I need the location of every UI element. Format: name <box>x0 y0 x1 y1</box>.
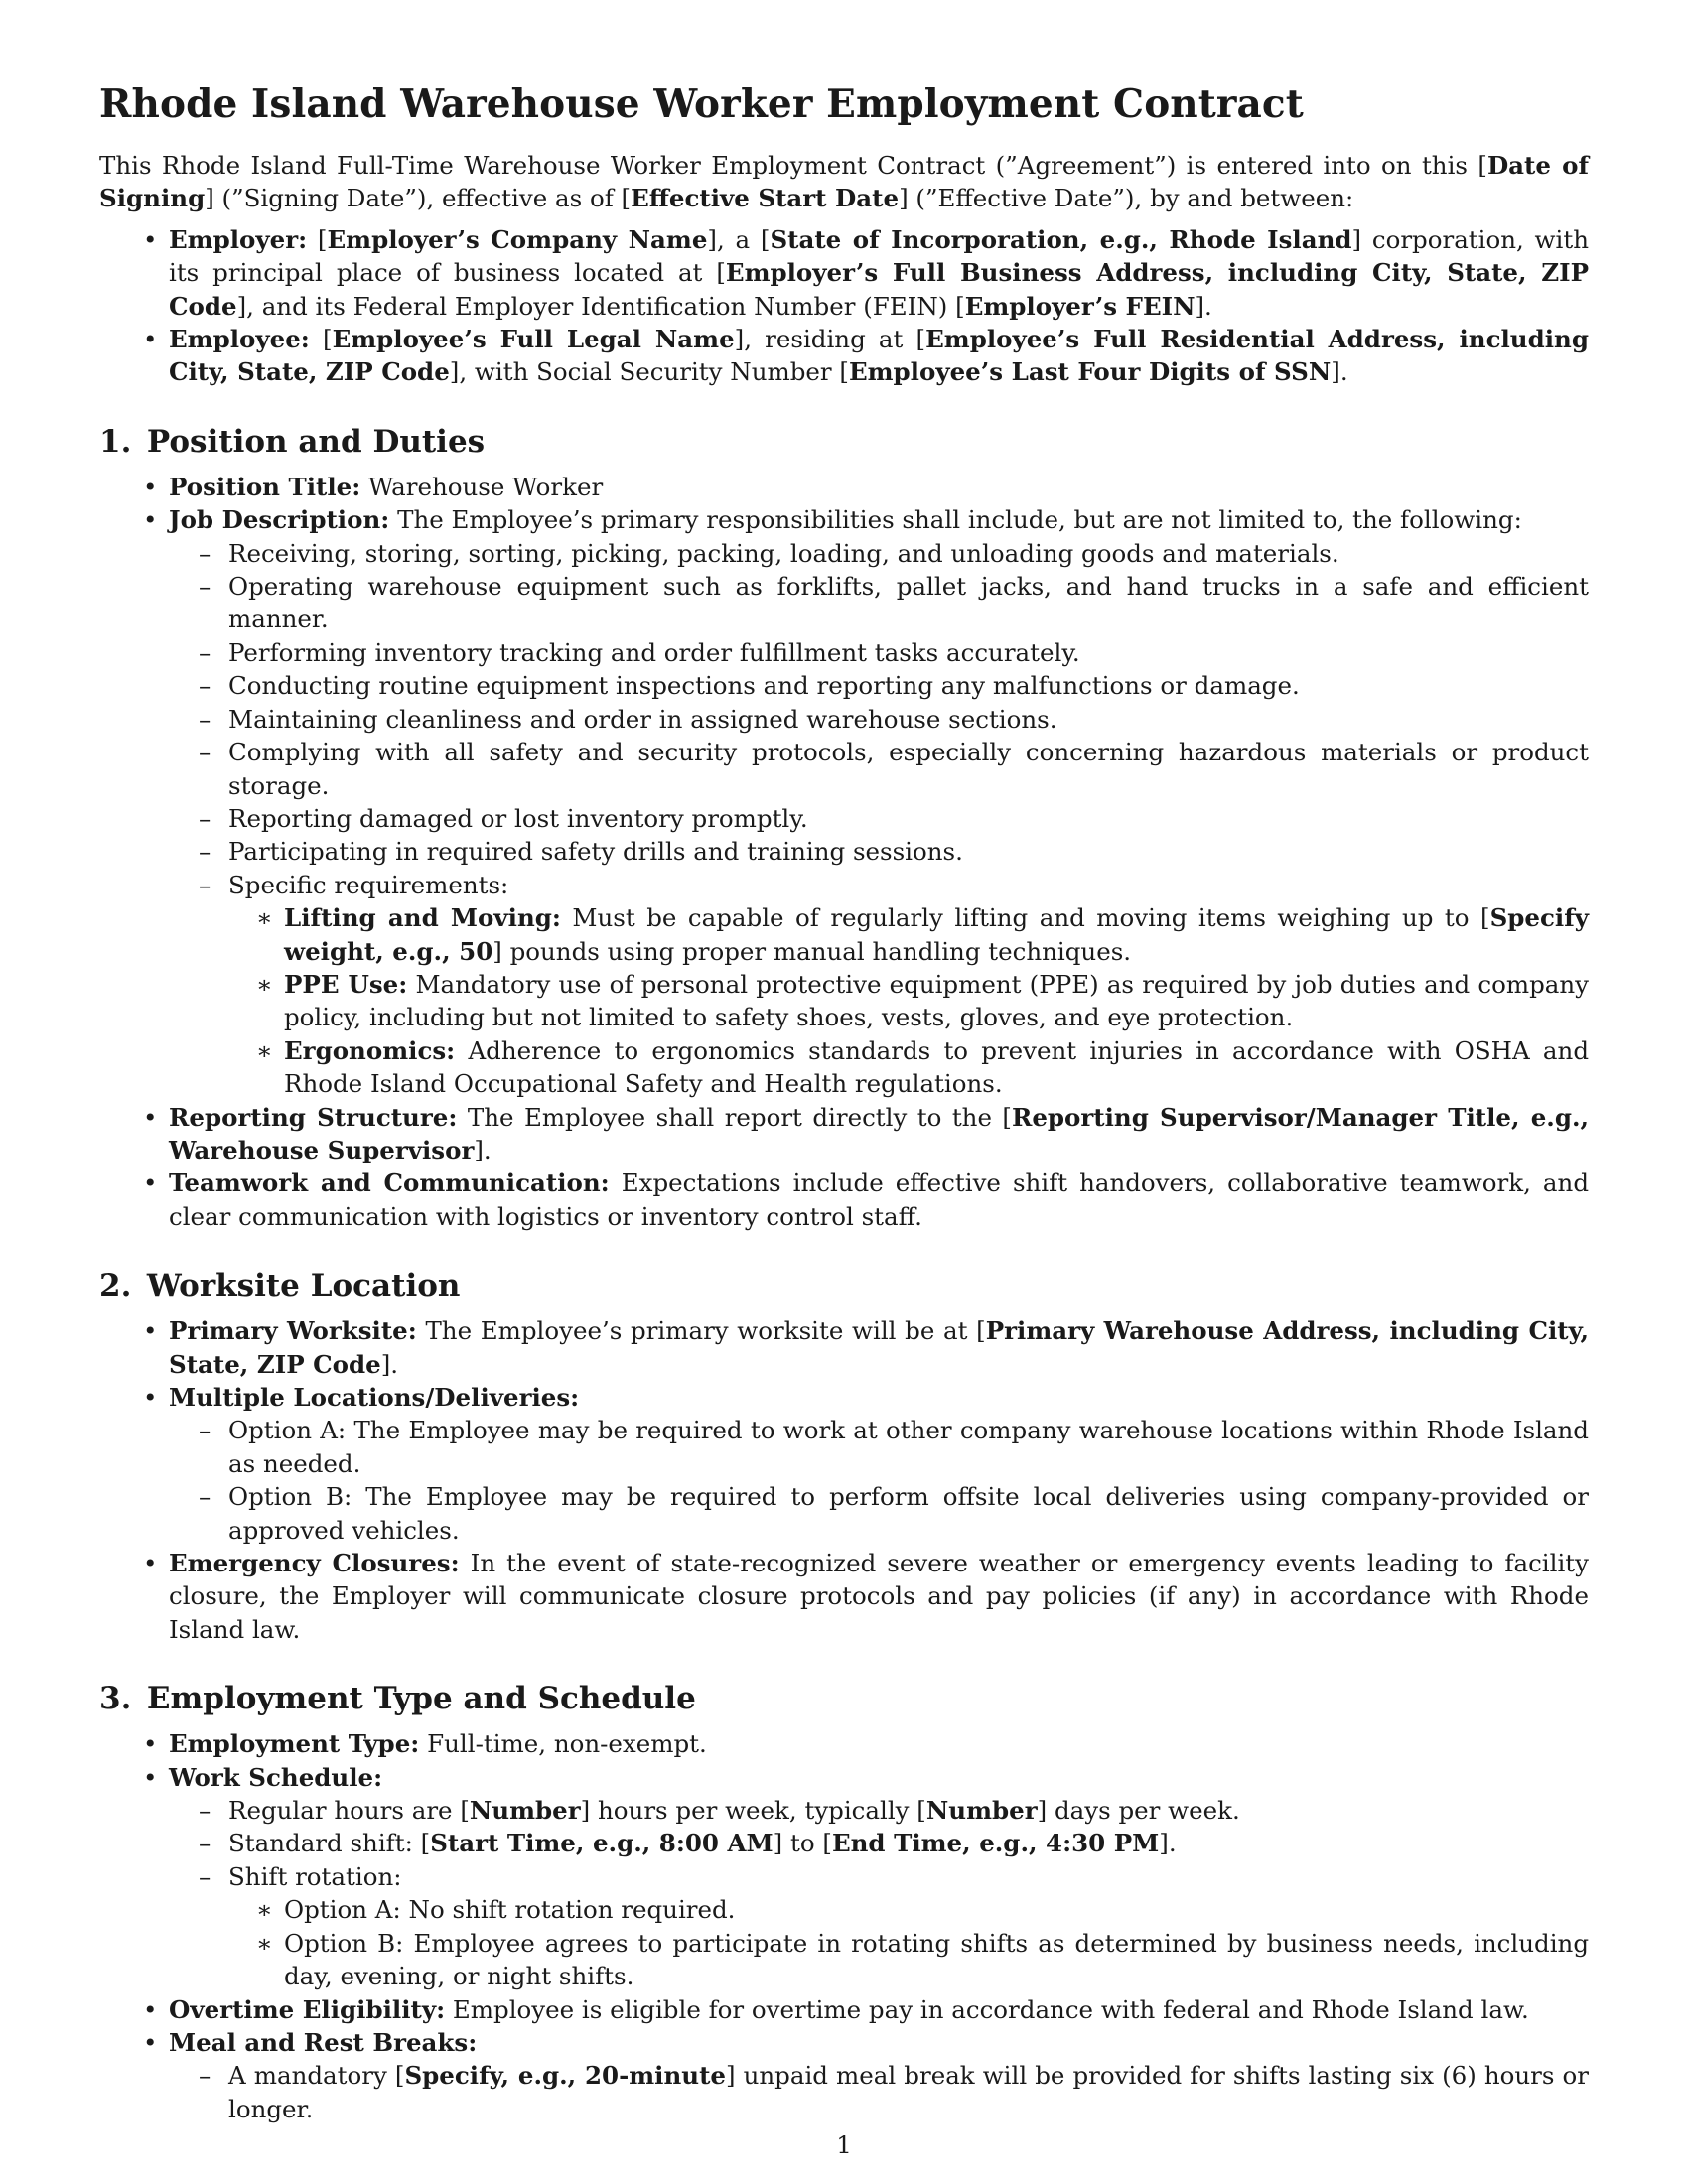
bold-text: Multiple Locations/Deliveries: <box>169 1383 580 1412</box>
text-run: Conducting routine equipment inspections and reporting any malfunctions or damage. <box>228 671 1300 701</box>
bold-text: Employer’s FEIN <box>964 291 1196 321</box>
text-run: This Rhode Island Full-Time Warehouse Worker Employment Contract (”Agreement”) is entered into on this [ <box>99 151 1487 180</box>
nested-list <box>228 901 1589 1100</box>
text-run: Option A: The Employee may be required to work at other company warehouse locations within Rhode Island as needed. <box>228 1416 1589 1478</box>
text-run: Receiving, storing, sorting, picking, packing, loading, and unloading goods and materials. <box>228 538 1339 568</box>
bold-text: Employer’s Full Business Address, including City, State, ZIP Code <box>169 258 1589 321</box>
text-run: Regular hours are [ <box>228 1796 470 1826</box>
text-run: Participating in required safety drills and training sessions. <box>228 837 963 867</box>
bullet-icon: • <box>143 224 158 254</box>
bold-text: Position Title: <box>169 472 361 501</box>
nested-list <box>169 537 1589 1101</box>
bold-text: Employee’s Last Four Digits of SSN <box>848 357 1332 387</box>
section-heading: 1. Position and Duties <box>99 423 486 460</box>
list-item <box>169 1414 1589 1480</box>
bullet-icon: • <box>143 325 158 354</box>
list-item <box>99 1314 1589 1381</box>
text-run: Full-time, non-exempt. <box>419 1729 707 1759</box>
dash-icon: – <box>199 671 211 701</box>
text-run: ], residing at [ <box>734 325 926 354</box>
dash-icon: – <box>199 870 211 899</box>
bold-text: Work Schedule: <box>169 1762 383 1792</box>
section-heading: 2. Worksite Location <box>99 1268 461 1304</box>
text-run: Option B: Employee agrees to participate in rotating shifts as determined by business needs, including day, evening, or night shifts. <box>284 1928 1589 1991</box>
list-item <box>169 636 1589 669</box>
text-run: In the event of state-recognized severe weather or emergency events leading to facility closure, the Employer will communicate closure protocols and pay policies (if any) in accordance with Rhode Island law. <box>169 1549 1589 1644</box>
bold-text: Employee: <box>169 325 310 354</box>
list-item <box>99 471 1589 503</box>
list-item <box>228 1893 1589 1926</box>
dash-icon: – <box>199 738 211 767</box>
bullet-icon: • <box>143 1762 158 1792</box>
dash-icon: – <box>199 2061 211 2091</box>
text-run: Adherence to ergonomics standards to prevent injuries in accordance with OSHA and Rhode Island Occupational Safety and Health regulations. <box>284 1035 1589 1099</box>
bullet-icon: • <box>143 1316 158 1346</box>
bullet-icon: • <box>143 2027 158 2057</box>
text-run: ] days per week. <box>1037 1796 1240 1826</box>
bold-text: Primary Worksite: <box>169 1316 417 1346</box>
bold-text: Primary Warehouse Address, including City, State, ZIP Code <box>169 1316 1589 1379</box>
list-item <box>169 669 1589 702</box>
parties-list <box>99 223 1589 389</box>
text-run: Option A: No shift rotation required. <box>284 1895 736 1925</box>
nested-list <box>169 1794 1589 1992</box>
text-run: ] to [ <box>773 1829 832 1858</box>
section-1 <box>99 423 1589 1233</box>
text-run: Maintaining cleanliness and order in assigned warehouse sections. <box>228 704 1057 734</box>
dash-icon: – <box>199 572 211 602</box>
bold-text: Teamwork and Communication: <box>169 1168 610 1198</box>
list-item <box>228 1034 1589 1101</box>
text-run: ] unpaid meal break will be provided for shifts lasting six (6) hours or longer. <box>228 2061 1589 2123</box>
list-item <box>99 2026 1589 2125</box>
text-run: [ <box>307 224 328 254</box>
list-item <box>99 323 1589 389</box>
bold-text: Lifting and Moving: <box>284 903 561 933</box>
list-item <box>99 1166 1589 1233</box>
section-3 <box>99 1680 1589 2125</box>
list-item <box>169 736 1589 802</box>
list-item <box>99 1761 1589 1993</box>
text-run: ]. <box>474 1135 492 1164</box>
bold-text: Employment Type: <box>169 1729 420 1759</box>
list-item <box>99 1101 1589 1167</box>
bold-text: Number <box>925 1796 1038 1826</box>
text-run: [ <box>309 325 333 354</box>
asterisk-icon: ∗ <box>256 1928 273 1958</box>
nested-list <box>169 2059 1589 2125</box>
bold-text: Employee’s Full Residential Address, including City, State, ZIP Code <box>169 325 1589 387</box>
text-run: The Employee shall report directly to the [ <box>457 1102 1012 1132</box>
list-item <box>99 503 1589 1100</box>
text-run: The Employee’s primary worksite will be at [ <box>416 1316 986 1346</box>
list-item <box>169 869 1589 1101</box>
text-run: Shift rotation: <box>228 1861 402 1891</box>
section-list <box>99 1314 1589 1646</box>
document-title: Rhode Island Warehouse Worker Employment Contract <box>99 81 1304 127</box>
dash-icon: – <box>199 1796 211 1826</box>
bold-text: Start Time, e.g., 8:00 AM <box>430 1829 774 1858</box>
section-2 <box>99 1267 1589 1646</box>
intro-paragraph <box>99 149 1589 215</box>
bold-text: Employer’s Company Name <box>327 224 708 254</box>
text-run: Performing inventory tracking and order fulfillment tasks accurately. <box>228 637 1080 667</box>
bold-text: Emergency Closures: <box>169 1549 460 1578</box>
list-item <box>169 1860 1589 1993</box>
bold-text: Ergonomics: <box>284 1035 456 1065</box>
bold-text: Reporting Structure: <box>169 1102 458 1132</box>
bold-text: Date of Signing <box>99 151 1589 213</box>
dash-icon: – <box>199 1416 211 1445</box>
bold-text: Employer: <box>169 224 308 254</box>
bullet-icon: • <box>143 1168 158 1198</box>
bold-text: Specify weight, e.g., 50 <box>284 903 1589 966</box>
bullet-icon: • <box>143 1729 158 1759</box>
list-item <box>169 1480 1589 1547</box>
dash-icon: – <box>199 1829 211 1858</box>
text-run: ]. <box>1331 357 1348 387</box>
bold-text: Specify, e.g., 20-minute <box>404 2061 726 2091</box>
dash-icon: – <box>199 803 211 833</box>
list-item <box>228 901 1589 968</box>
bold-text: Reporting Supervisor/Manager Title, e.g., Warehouse Supervisor <box>169 1102 1590 1164</box>
section-heading: 3. Employment Type and Schedule <box>99 1681 696 1717</box>
list-item <box>99 1381 1589 1547</box>
text-run: ] (”Signing Date”), effective as of [ <box>205 184 632 213</box>
list-item <box>169 835 1589 868</box>
page-number: 1 <box>836 2130 852 2159</box>
list-item <box>99 223 1589 323</box>
text-run: ], a [ <box>707 224 771 254</box>
dash-icon: – <box>199 637 211 667</box>
asterisk-icon: ∗ <box>256 1895 273 1925</box>
text-run: Expectations include effective shift handovers, collaborative teamwork, and clear communication with logistics or inventory control staff. <box>169 1168 1589 1231</box>
asterisk-icon: ∗ <box>256 969 273 999</box>
bold-text: Number <box>469 1796 581 1826</box>
bold-text: Job Description: <box>169 505 390 535</box>
list-item <box>169 2059 1589 2125</box>
text-run: Must be capable of regularly lifting and moving items weighing up to [ <box>560 903 1490 933</box>
bold-text: Effective Start Date <box>631 184 900 213</box>
dash-icon: – <box>199 1482 211 1512</box>
asterisk-icon: ∗ <box>256 1035 273 1065</box>
bold-text: End Time, e.g., 4:30 PM <box>831 1829 1160 1858</box>
text-run: ] (”Effective Date”), by and between: <box>899 184 1354 213</box>
list-item <box>169 703 1589 736</box>
text-run: The Employee’s primary responsibilities shall include, but are not limited to, the following: <box>389 505 1522 535</box>
text-run: Option B: The Employee may be required to perform offsite local deliveries using company-provided or approved vehicles. <box>228 1482 1589 1545</box>
list-item <box>99 1547 1589 1646</box>
bullet-icon: • <box>143 1102 158 1132</box>
sections-container <box>99 423 1589 2125</box>
text-run: ] hours per week, typically [ <box>580 1796 926 1826</box>
text-run: Mandatory use of personal protective equipment (PPE) as required by job duties and company policy, including but not limited to safety shoes, vests, gloves, and eye protection. <box>284 969 1590 1032</box>
list-item <box>228 1927 1589 1993</box>
text-run: Employee is eligible for overtime pay in accordance with federal and Rhode Island law. <box>445 1994 1529 2024</box>
list-item <box>169 1794 1589 1827</box>
text-run: Operating warehouse equipment such as forklifts, pallet jacks, and hand trucks in a safe and efficient manner. <box>228 572 1589 634</box>
text-run: ], with Social Security Number [ <box>449 357 849 387</box>
list-item <box>228 968 1589 1034</box>
text-run: ]. <box>1159 1829 1177 1858</box>
bold-text: State of Incorporation, e.g., Rhode Island <box>770 224 1352 254</box>
nested-list <box>228 1893 1589 1992</box>
text-run: ] corporation, with its principal place of business located at [ <box>169 224 1589 288</box>
list-item <box>99 1993 1589 2026</box>
bullet-icon: • <box>143 1994 158 2024</box>
list-item <box>169 537 1589 570</box>
bullet-icon: • <box>143 472 158 501</box>
dash-icon: – <box>199 538 211 568</box>
section-list <box>99 471 1589 1233</box>
contract-page <box>99 81 1589 2125</box>
bold-text: Meal and Rest Breaks: <box>169 2027 478 2057</box>
text-run: Standard shift: [ <box>228 1829 431 1858</box>
bullet-icon: • <box>143 1549 158 1578</box>
dash-icon: – <box>199 837 211 867</box>
bold-text: PPE Use: <box>284 969 408 999</box>
list-item <box>169 1827 1589 1859</box>
dash-icon: – <box>199 1861 211 1891</box>
section-list <box>99 1727 1589 2125</box>
bold-text: Overtime Eligibility: <box>169 1994 446 2024</box>
text-run: ]. <box>1195 291 1212 321</box>
nested-list <box>169 1414 1589 1547</box>
list-item <box>169 570 1589 636</box>
list-item <box>99 1727 1589 1760</box>
bullet-icon: • <box>143 505 158 535</box>
text-run: A mandatory [ <box>228 2061 405 2091</box>
text-run: Complying with all safety and security protocols, especially concerning hazardous materials or product storage. <box>228 738 1589 800</box>
text-run: ]. <box>380 1349 399 1379</box>
bold-text: Employee’s Full Legal Name <box>332 325 735 354</box>
dash-icon: – <box>199 704 211 734</box>
text-run: Specific requirements: <box>228 870 509 899</box>
text-run: ] pounds using proper manual handling techniques. <box>492 936 1132 966</box>
bullet-icon: • <box>143 1383 158 1412</box>
text-run: Reporting damaged or lost inventory promptly. <box>228 803 808 833</box>
list-item <box>169 802 1589 835</box>
asterisk-icon: ∗ <box>256 903 273 933</box>
text-run: Warehouse Worker <box>360 472 604 501</box>
text-run: ], and its Federal Employer Identification Number (FEIN) [ <box>236 291 965 321</box>
